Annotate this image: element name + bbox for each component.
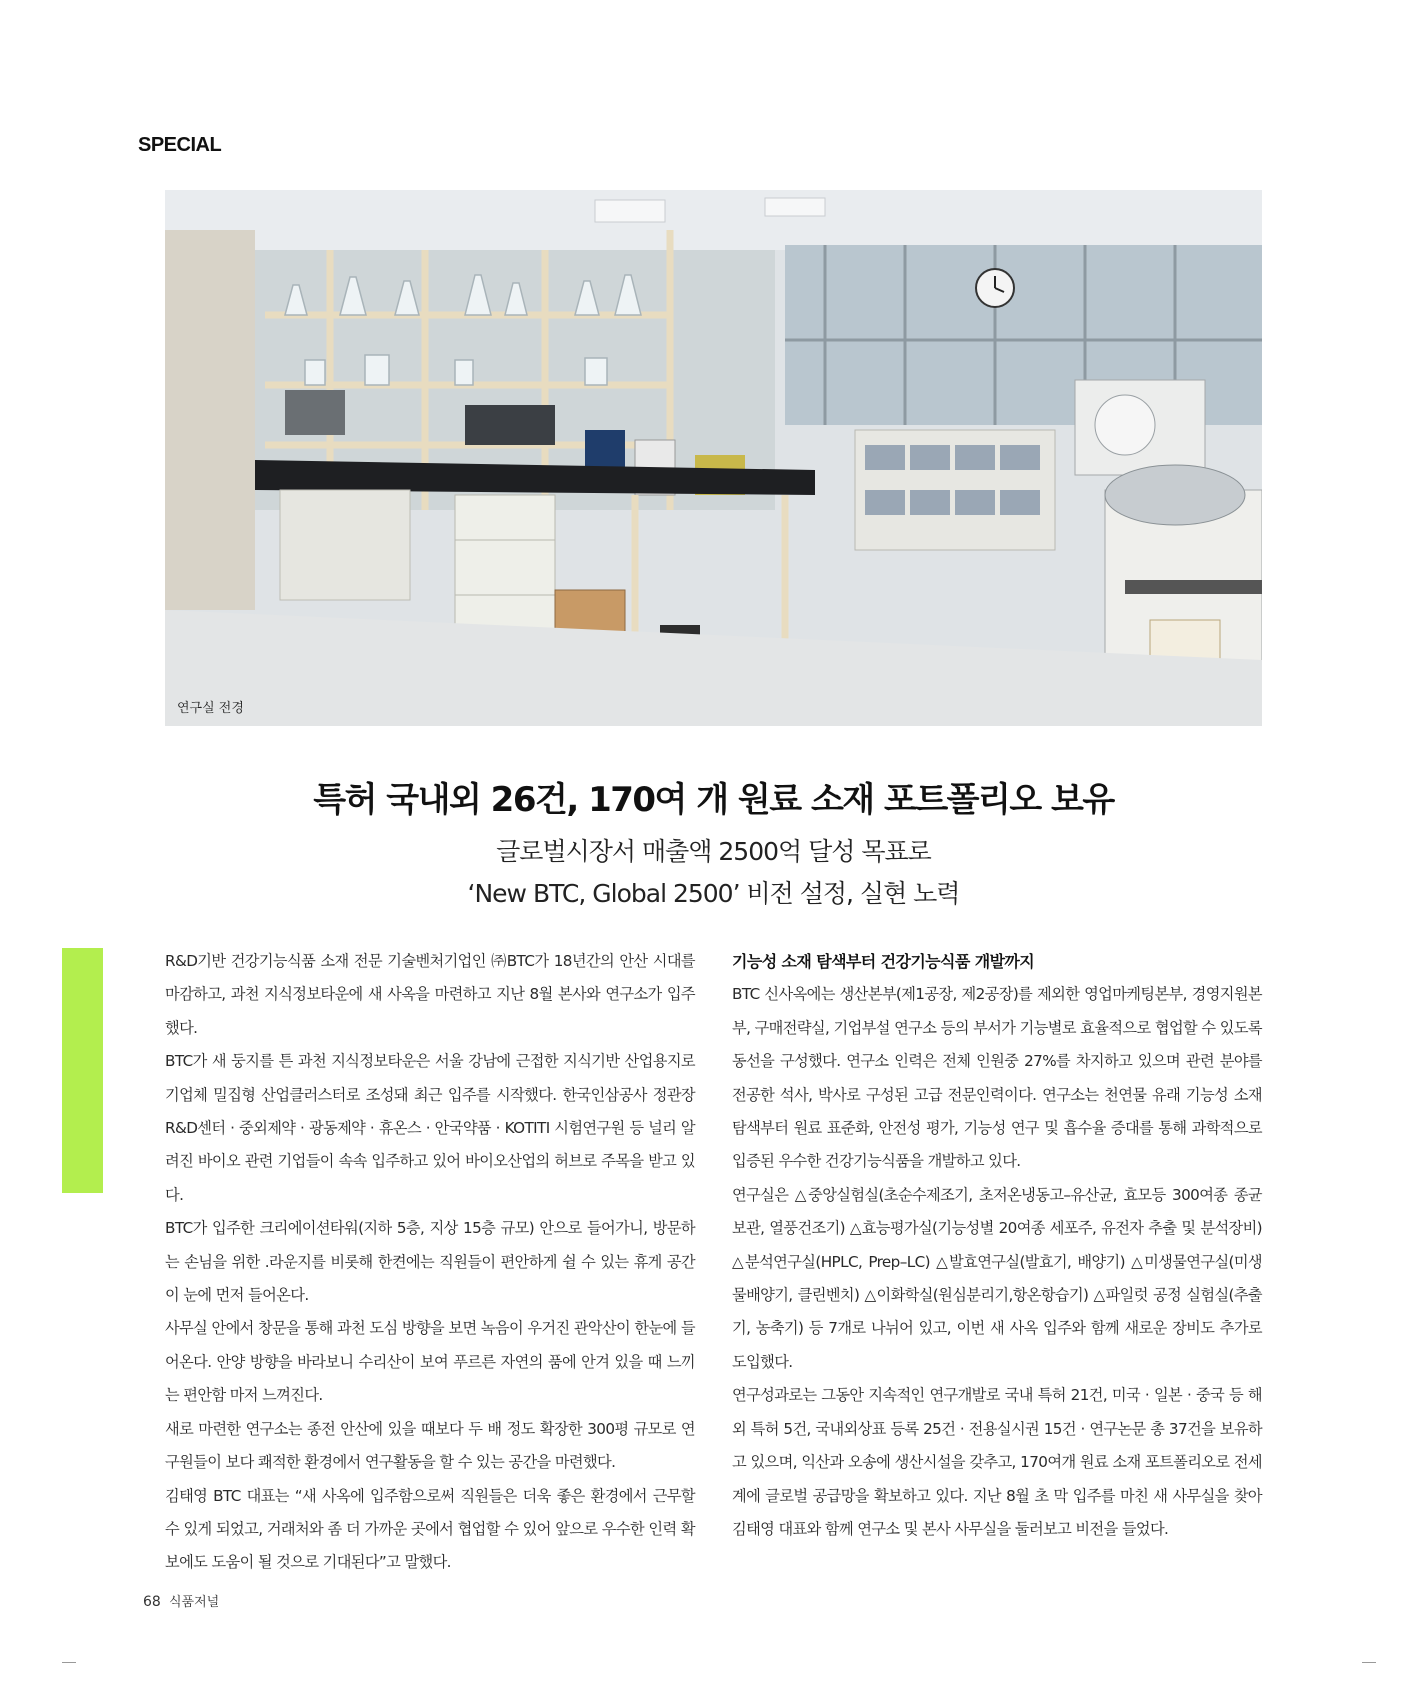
article-left-column <box>165 945 695 1580</box>
lab-photo-illustration <box>165 190 1262 726</box>
crop-mark <box>62 1662 76 1663</box>
lab-photo <box>165 190 1262 726</box>
page-number: 68 <box>143 1594 161 1610</box>
page-footer <box>143 1591 219 1610</box>
body-paragraph: BTC가 입주한 크리에이션타워(지하 5층, 지상 15층 규모) 안으로 들어가니, 방문하는 손님을 위한 .라운지를 비롯해 한켠에는 직원들이 편안하게 쉴 수 있는 휴게 공간이 눈에 먼저 들어온다. <box>165 1219 695 1305</box>
crop-mark <box>1362 1662 1376 1663</box>
body-paragraph: 연구실은 △중앙실험실(초순수제조기, 초저온냉동고–유산균, 효모등 300여종 종균보관, 열풍건조기) △효능평가실(기능성별 20여종 세포주, 유전자 추출 및 분석장비) △분석연구실(HPLC, Prep–LC) △발효연구실(발효기, 배양기) △미생물연구실(미생물배양기, 클린벤치) △이화학실(원심분리기,항온항습기) △파일럿 공정 실험실(추출기, 농축기) 등 7개로 나뉘어 있고, 이번 새 사옥 입주와 함께 새로운 장비도 추가로 도입했다. <box>732 1185 1262 1371</box>
body-paragraph: R&D기반 건강기능식품 소재 전문 기술벤처기업인 ㈜BTC가 18년간의 안산 시대를 마감하고, 과천 지식정보타운에 새 사옥을 마련하고 지난 8월 본사와 연구소가 입주했다. <box>165 952 695 1037</box>
section-label: SPECIAL <box>138 134 222 156</box>
body-paragraph: BTC 신사옥에는 생산본부(제1공장, 제2공장)를 제외한 영업마케팅본부, 경영지원본부, 구매전략실, 기업부설 연구소 등의 부서가 기능별로 효율적으로 협업할 수 있도록 동선을 구성했다. 연구소 인력은 전체 인원중 27%를 차지하고 있으며 관련 분야를 전공한 석사, 박사로 구성된 고급 전문인력이다. 연구소는 천연물 유래 기능성 소재 탐색부터 원료 표준화, 안전성 평가, 기능성 연구 및 흡수율 증대를 통해 과학적으로 입증된 우수한 건강기능식품을 개발하고 있다. <box>732 985 1262 1171</box>
body-paragraph: BTC가 새 둥지를 튼 과천 지식정보타운은 서울 강남에 근접한 지식기반 산업용지로 기업체 밀집형 산업클러스터로 조성돼 최근 입주를 시작했다. 한국인삼공사 정관장 R&D센터 · 중외제약 · 광동제약 · 휴온스 · 안국약품 · KOTITI 시험연구원 등 널리 알려진 바이오 관련 기업들이 속속 입주하고 있어 바이오산업의 허브로 주목을 받고 있다. <box>165 1052 695 1204</box>
article-subhead-1: 글로벌시장서 매출액 2500억 달성 목표로 <box>496 837 931 866</box>
article-headline: 특허 국내외 26건, 170여 개 원료 소재 포트폴리오 보유 <box>313 780 1114 820</box>
body-paragraph: 사무실 안에서 창문을 통해 과천 도심 방향을 보면 녹음이 우거진 관악산이 한눈에 들어온다. 안양 방향을 바라보니 수리산이 보여 푸르른 자연의 품에 안겨 있을 때 느끼는 편안함 마저 느껴진다. <box>165 1319 695 1405</box>
accent-bar <box>62 948 103 1193</box>
article-subhead-2: ‘New BTC, Global 2500’ 비전 설정, 실현 노력 <box>467 879 960 908</box>
photo-caption: 연구실 전경 <box>177 701 244 716</box>
body-paragraph: 김태영 BTC 대표는 “새 사옥에 입주함으로써 직원들은 더욱 좋은 환경에서 근무할 수 있게 되었고, 거래처와 좀 더 가까운 곳에서 협업할 수 있어 앞으로 우수한 인력 확보에도 도움이 될 것으로 기대된다”고 말했다. <box>165 1486 695 1572</box>
section-heading: 기능성 소재 탐색부터 건강기능식품 개발까지 <box>732 952 1035 971</box>
body-paragraph: 새로 마련한 연구소는 종전 안산에 있을 때보다 두 배 정도 확장한 300평 규모로 연구원들이 보다 쾌적한 환경에서 연구활동을 할 수 있는 공간을 마련했다. <box>165 1419 695 1472</box>
publication-name: 식품저널 <box>168 1595 220 1610</box>
article-right-column <box>732 945 1262 1546</box>
body-paragraph: 연구성과로는 그동안 지속적인 연구개발로 국내 특허 21건, 미국 · 일본 · 중국 등 해외 특허 5건, 국내외상표 등록 25건 · 전용실시권 15건 · 연구논문 총 37건을 보유하고 있으며, 익산과 오송에 생산시설을 갖추고, 170여개 원료 소재 포트폴리오로 전세계에 글로벌 공급망을 확보하고 있다. 지난 8월 초 막 입주를 마친 새 사무실을 찾아 김태영 대표와 함께 연구소 및 본사 사무실을 둘러보고 비전을 들었다. <box>732 1386 1262 1538</box>
